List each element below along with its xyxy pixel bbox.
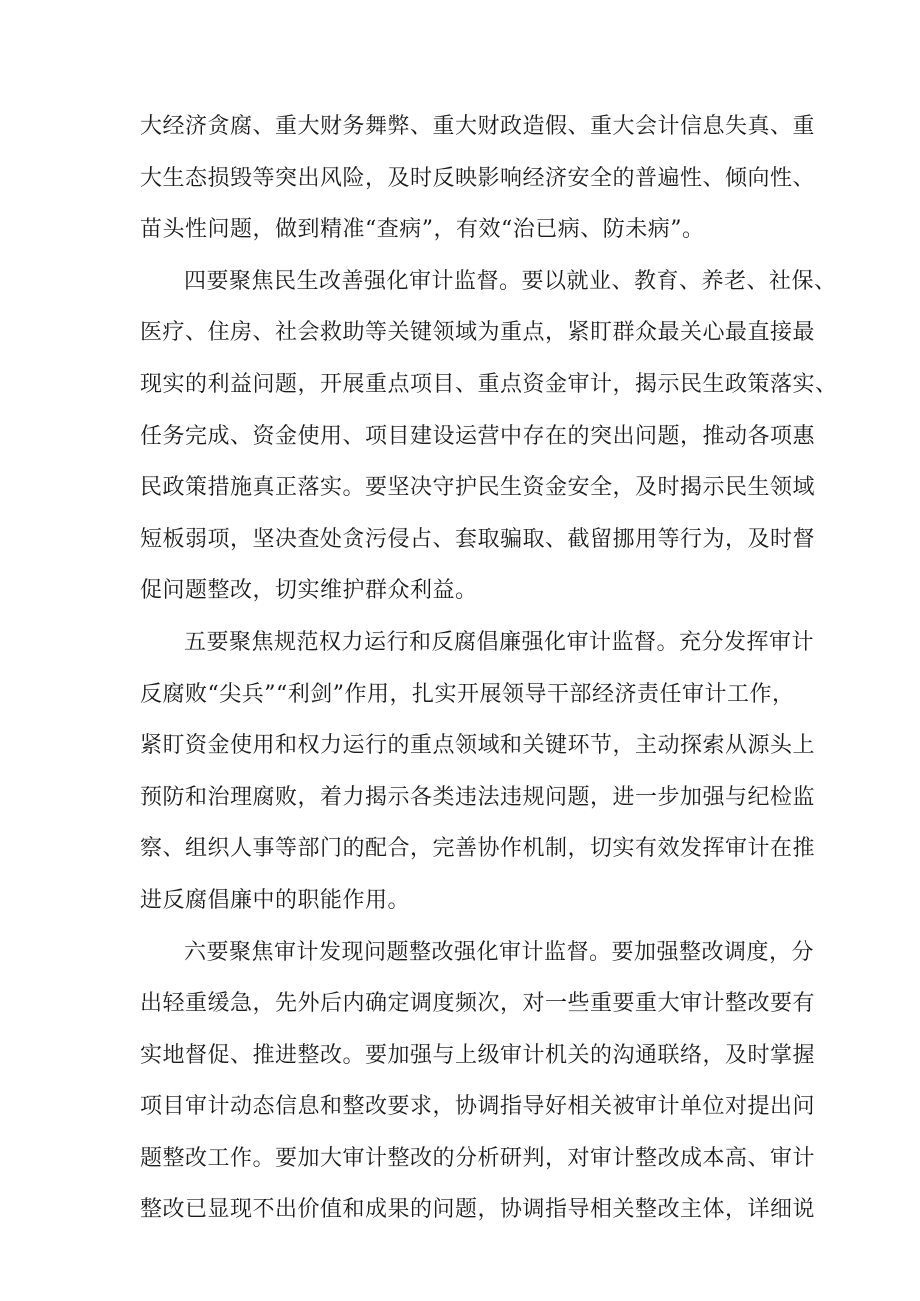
text-line: 题整改工作。要加大审计整改的分析研判，对审计整改成本高、审计 — [140, 1145, 816, 1171]
text-line: 项目审计动态信息和整改要求，协调指导好相关被审计单位对提出问 — [140, 1094, 816, 1120]
document-page — [140, 101, 838, 1236]
text-line: 现实的利益问题，开展重点项目、重点资金审计，揭示民生政策落实、 — [140, 371, 838, 397]
text-line: 任务完成、资金使用、项目建设运营中存在的突出问题，推动各项惠 — [140, 423, 816, 449]
text-line: 紧盯资金使用和权力运行的重点领域和关键环节，主动探索从源头上 — [140, 733, 816, 759]
paragraph-livelihood-audit — [140, 256, 838, 617]
text-line: 促问题整改，切实维护群众利益。 — [140, 578, 478, 604]
text-line: 察、组织人事等部门的配合，完善协作机制，切实有效发挥审计在推 — [140, 836, 816, 862]
text-line: 大经济贪腐、重大财务舞弊、重大财政造假、重大会计信息失真、重 — [140, 114, 816, 139]
text-line: 预防和治理腐败，着力揭示各类违法违规问题，进一步加强与纪检监 — [140, 784, 816, 810]
paragraph-risk-tail — [140, 101, 816, 256]
text-line: 整改已显现不出价值和成果的问题，协调指导相关整改主体，详细说 — [140, 1197, 816, 1223]
text-line: 民政策措施真正落实。要坚决守护民生资金安全，及时揭示民生领域 — [140, 475, 816, 501]
text-line: 医疗、住房、社会救助等关键领域为重点，紧盯群众最关心最直接最 — [140, 320, 816, 346]
text-line: 进反腐倡廉中的职能作用。 — [140, 887, 411, 913]
text-line: 实地督促、推进整改。要加强与上级审计机关的沟通联络，及时掌握 — [140, 1042, 816, 1068]
text-line: 五要聚焦规范权力运行和反腐倡廉强化审计监督。充分发挥审计 — [184, 629, 815, 655]
text-line: 四要聚焦民生改善强化审计监督。要以就业、教育、养老、社保、 — [184, 268, 837, 294]
text-line: 苗头性问题，做到精准“查病”，有效“治已病、防未病”。 — [140, 217, 705, 243]
text-line: 短板弱项，坚决查处贪污侵占、套取骗取、截留挪用等行为，及时督 — [140, 526, 816, 552]
text-line: 六要聚焦审计发现问题整改强化审计监督。要加强整改调度，分 — [184, 939, 815, 965]
paragraph-anticorruption-audit — [140, 617, 816, 927]
text-line: 出轻重缓急，先外后内确定调度频次，对一些重要重大审计整改要有 — [140, 991, 816, 1017]
text-line: 大生态损毁等突出风险，及时反映影响经济安全的普遍性、倾向性、 — [140, 165, 816, 191]
paragraph-rectification-audit — [140, 927, 816, 1237]
text-line: 反腐败“尖兵”“利剑”作用，扎实开展领导干部经济责任审计工作， — [140, 681, 795, 707]
